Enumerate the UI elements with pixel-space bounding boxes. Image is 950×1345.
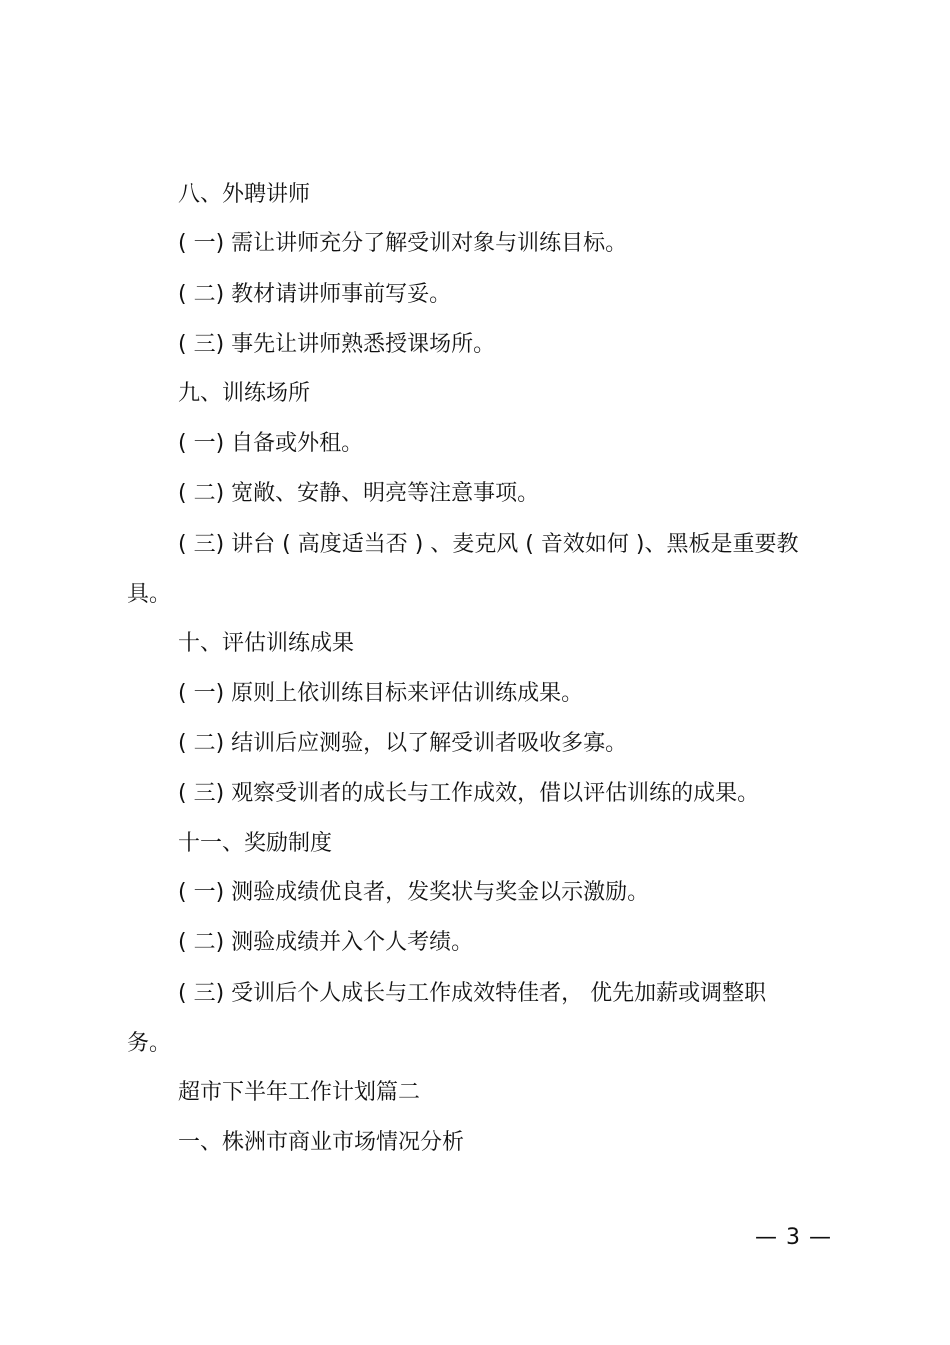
paragraph-line: ( 三) 讲台 ( 高度适当否 ) 、麦克风 ( 音效如何 )、黑板是重要教 [178,532,799,557]
section-heading-10: 十、评估训练成果 [178,631,355,656]
paragraph-line: ( 三) 受训后个人成长与工作成效特佳者， 优先加薪或调整职 [178,981,767,1006]
section-heading-1: 一、株洲市商业市场情况分析 [178,1130,465,1155]
paragraph-line: ( 一) 原则上依训练目标来评估训练成果。 [178,681,584,706]
paragraph-line: ( 二) 教材请讲师事前写妥。 [178,282,452,307]
paragraph-line: ( 三) 事先让讲师熟悉授课场所。 [178,332,496,357]
paragraph-continuation: 具。 [127,582,172,607]
paragraph-line: ( 二) 结训后应测验，以了解受训者吸收多寡。 [178,731,628,756]
paragraph-line: ( 三) 观察受训者的成长与工作成效，借以评估训练的成果。 [178,781,760,806]
paragraph-line: ( 一) 测验成绩优良者，发奖状与奖金以示激励。 [178,880,650,905]
paragraph-line: ( 一) 自备或外租。 [178,431,364,456]
section-heading-11: 十一、奖励制度 [178,831,333,856]
paragraph-continuation: 务。 [127,1031,172,1056]
section-heading-9: 九、训练场所 [178,381,311,406]
paragraph-line: ( 一) 需让讲师充分了解受训对象与训练目标。 [178,231,628,256]
page-number: — 3 — [755,1225,832,1250]
chapter-title: 超市下半年工作计划篇二 [178,1080,421,1105]
section-heading-8: 八、外聘讲师 [178,182,311,207]
paragraph-line: ( 二) 测验成绩并入个人考绩。 [178,930,474,955]
paragraph-line: ( 二) 宽敞、安静、明亮等注意事项。 [178,481,540,506]
